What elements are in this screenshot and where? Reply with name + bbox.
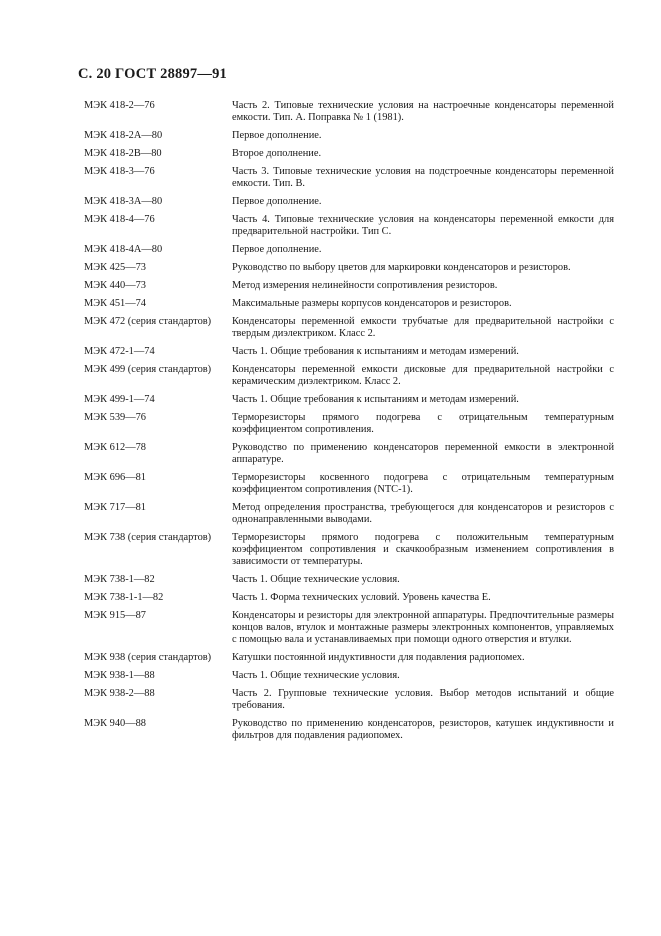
reference-row bbox=[84, 592, 614, 604]
reference-row bbox=[84, 316, 614, 340]
reference-description: Максимальные размеры корпусов конденсаторов и резисторов. bbox=[232, 298, 512, 309]
reference-code: МЭК 425—73 bbox=[84, 262, 146, 273]
reference-row bbox=[84, 364, 614, 388]
reference-description: Первое дополнение. bbox=[232, 244, 322, 255]
reference-description: Метод определения пространства, требующегося для конденсаторов и резисторов с однонаправленными выводами. bbox=[232, 502, 614, 525]
reference-list bbox=[84, 100, 614, 748]
reference-code: МЭК 915—87 bbox=[84, 610, 146, 621]
reference-row bbox=[84, 532, 614, 568]
reference-code: МЭК 418-4—76 bbox=[84, 214, 155, 225]
reference-code: МЭК 499 (серия стандартов) bbox=[84, 364, 212, 375]
reference-code: МЭК 938-2—88 bbox=[84, 688, 155, 699]
page-title: С. 20 ГОСТ 28897—91 bbox=[78, 66, 227, 82]
reference-row bbox=[84, 130, 614, 142]
reference-row bbox=[84, 244, 614, 256]
reference-description: Конденсаторы переменной емкости дисковые для предварительной настройки с керамическим диэлектриком. Класс 2. bbox=[232, 364, 614, 387]
reference-description: Руководство по применению конденсаторов, резисторов, катушек индуктивности и фильтров для подавления радиопомех. bbox=[232, 718, 614, 741]
reference-description: Первое дополнение. bbox=[232, 196, 322, 207]
reference-code: МЭК 940—88 bbox=[84, 718, 146, 729]
reference-code: МЭК 696—81 bbox=[84, 472, 146, 483]
reference-code: МЭК 738-1—82 bbox=[84, 574, 155, 585]
reference-code: МЭК 938 (серия стандартов) bbox=[84, 652, 212, 663]
reference-code: МЭК 738 (серия стандартов) bbox=[84, 532, 212, 543]
reference-row bbox=[84, 688, 614, 712]
reference-description: Конденсаторы и резисторы для электронной аппаратуры. Предпочтительные размеры концов валов, втулок и монтажные размеры электронных компонентов, управляемых с помощью вала и устанавливаемых при помощи одного отверстия и втулки. bbox=[232, 610, 614, 645]
reference-row bbox=[84, 472, 614, 496]
reference-code: МЭК 440—73 bbox=[84, 280, 146, 291]
reference-description: Катушки постоянной индуктивности для подавления радиопомех. bbox=[232, 652, 525, 663]
reference-description: Конденсаторы переменной емкости трубчатые для предварительной настройки с твердым диэлектриком. Класс 2. bbox=[232, 316, 614, 339]
reference-code: МЭК 418-4А—80 bbox=[84, 244, 163, 255]
reference-description: Терморезисторы прямого подогрева с положительным температурным коэффициентом сопротивления и скачкообразным изменением сопротивления в зависимости от температуры. bbox=[232, 532, 614, 567]
reference-row bbox=[84, 718, 614, 742]
reference-code: МЭК 418-2В—80 bbox=[84, 148, 162, 159]
reference-description: Часть 1. Общие технические условия. bbox=[232, 574, 400, 585]
reference-description: Часть 1. Общие технические условия. bbox=[232, 670, 400, 681]
reference-row bbox=[84, 502, 614, 526]
reference-row bbox=[84, 346, 614, 358]
reference-row bbox=[84, 166, 614, 190]
reference-description: Часть 1. Форма технических условий. Уровень качества Е. bbox=[232, 592, 491, 603]
reference-row bbox=[84, 442, 614, 466]
reference-row bbox=[84, 412, 614, 436]
reference-row bbox=[84, 670, 614, 682]
reference-code: МЭК 499-1—74 bbox=[84, 394, 155, 405]
reference-row bbox=[84, 610, 614, 646]
reference-code: МЭК 451—74 bbox=[84, 298, 146, 309]
reference-description: Терморезисторы прямого подогрева с отрицательным температурным коэффициентом сопротивления. bbox=[232, 412, 614, 435]
reference-code: МЭК 738-1-1—82 bbox=[84, 592, 164, 603]
reference-description: Часть 4. Типовые технические условия на конденсаторы переменной емкости для предварительной настройки. Тип С. bbox=[232, 214, 614, 237]
reference-code: МЭК 612—78 bbox=[84, 442, 146, 453]
reference-description: Часть 2. Типовые технические условия на настроечные конденсаторы переменной емкости. Тип. А. Поправка № 1 (1981). bbox=[232, 100, 614, 123]
reference-description: Часть 3. Типовые технические условия на подстроечные конденсаторы переменной емкости. Тип. В. bbox=[232, 166, 614, 189]
reference-code: МЭК 472-1—74 bbox=[84, 346, 155, 357]
reference-description: Руководство по применению конденсаторов переменной емкости в электронной аппаратуре. bbox=[232, 442, 614, 465]
reference-code: МЭК 418-3А—80 bbox=[84, 196, 163, 207]
reference-row bbox=[84, 148, 614, 160]
reference-description: Часть 1. Общие требования к испытаниям и методам измерений. bbox=[232, 394, 519, 405]
reference-description: Часть 1. Общие требования к испытаниям и методам измерений. bbox=[232, 346, 519, 357]
reference-code: МЭК 472 (серия стандартов) bbox=[84, 316, 212, 327]
reference-row bbox=[84, 394, 614, 406]
reference-row bbox=[84, 100, 614, 124]
reference-row bbox=[84, 196, 614, 208]
reference-row bbox=[84, 280, 614, 292]
reference-description: Руководство по выбору цветов для маркировки конденсаторов и резисторов. bbox=[232, 262, 571, 273]
reference-description: Первое дополнение. bbox=[232, 130, 322, 141]
reference-row bbox=[84, 262, 614, 274]
reference-description: Терморезисторы косвенного подогрева с отрицательным температурным коэффициентом сопротивления (NTC-1). bbox=[232, 472, 614, 495]
reference-row bbox=[84, 652, 614, 664]
reference-code: МЭК 539—76 bbox=[84, 412, 146, 423]
reference-code: МЭК 418-3—76 bbox=[84, 166, 155, 177]
reference-row bbox=[84, 574, 614, 586]
reference-description: Метод измерения нелинейности сопротивления резисторов. bbox=[232, 280, 498, 291]
reference-description: Второе дополнение. bbox=[232, 148, 322, 159]
reference-row bbox=[84, 298, 614, 310]
reference-description: Часть 2. Групповые технические условия. Выбор методов испытаний и общие требования. bbox=[232, 688, 614, 711]
reference-code: МЭК 418-2А—80 bbox=[84, 130, 163, 141]
reference-code: МЭК 938-1—88 bbox=[84, 670, 155, 681]
reference-row bbox=[84, 214, 614, 238]
reference-code: МЭК 717—81 bbox=[84, 502, 146, 513]
reference-code: МЭК 418-2—76 bbox=[84, 100, 155, 111]
